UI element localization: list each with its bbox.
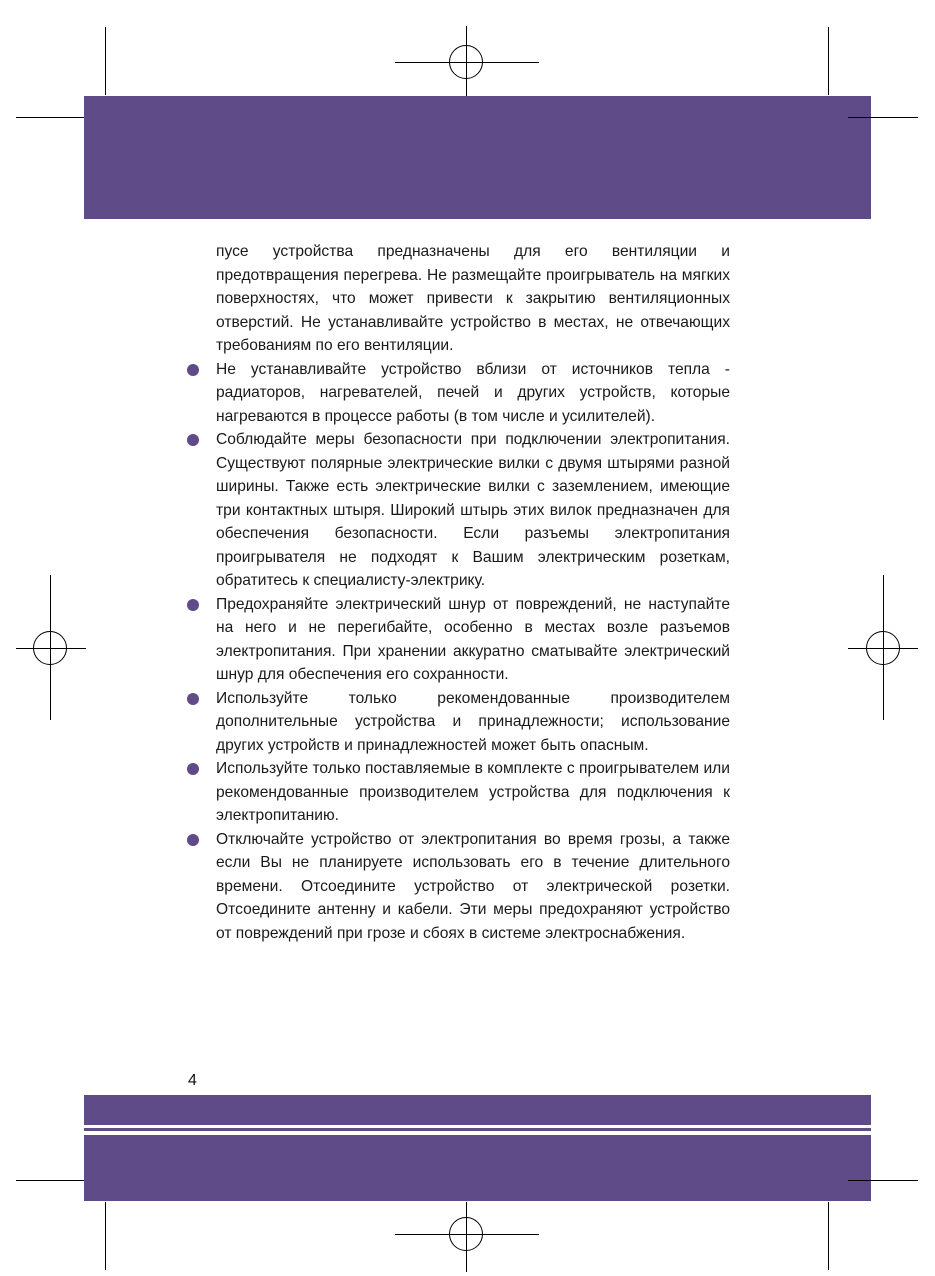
footer-band-line xyxy=(84,1128,871,1131)
bullet-icon xyxy=(187,599,199,611)
list-item-text: Предохраняйте электрический шнур от повреждений, не наступайте на него и не перегибайте, особенно в местах возле разъемов электропитания. При хранении аккуратно сматывайте электрический шнур для обеспечения его сохранности. xyxy=(216,595,730,683)
list-item-text: Отключайте устройство от электропитания во время грозы, а также если Вы не планируете использовать его в течение длительного времени. Отсоедините устройство от электрической розетки. Отсоедините антенну и кабели. Эти меры предохраняют устройство от повреждений при грозе и сбоях в системе электроснабжения. xyxy=(216,830,730,942)
crop-mark-icon xyxy=(848,1180,918,1181)
crop-mark-icon xyxy=(105,27,106,95)
crosshair-circle-icon xyxy=(449,1217,483,1251)
crop-mark-icon xyxy=(16,117,84,118)
crosshair-circle-icon xyxy=(449,45,483,79)
bullet-icon xyxy=(187,763,199,775)
safety-instructions xyxy=(186,240,730,945)
bullet-icon xyxy=(187,364,199,376)
crop-mark-icon xyxy=(16,1180,84,1181)
list-item xyxy=(186,358,730,429)
crop-mark-icon xyxy=(105,1202,106,1270)
crosshair-circle-icon xyxy=(866,631,900,665)
list-item xyxy=(186,828,730,946)
bullet-list xyxy=(186,358,730,946)
page-number: 4 xyxy=(188,1072,197,1089)
list-item-text: Не устанавливайте устройство вблизи от источников тепла - радиаторов, нагревателей, печей и других устройств, которые нагреваются в процессе работы (в том числе и усилителей). xyxy=(216,360,730,425)
list-item xyxy=(186,757,730,828)
list-item-text: Соблюдайте меры безопасности при подключении электропитания. Существуют полярные электрические вилки с двумя штырями разной ширины. Также есть электрические вилки с заземлением, имеющие три контактных штыря. Широкий штырь этих вилок предназначен для обеспечения безопасности. Если разъемы электропитания проигрывателя не подходят к Вашим электрическим розеткам, обратитесь к специалисту-электрику. xyxy=(216,431,730,589)
footer-band-upper xyxy=(84,1095,871,1125)
bullet-icon xyxy=(187,434,199,446)
crop-mark-icon xyxy=(848,117,918,118)
list-item xyxy=(186,593,730,687)
intro-paragraph: пусе устройства предназначены для его вентиляции и предотвращения перегрева. Не размещайте проигрыватель на мягких поверхностях, что может привести к закрытию вентиляционных отверстий. Не устанавливайте устройство в местах, не отвечающих требованиям по его вентиляции. xyxy=(216,243,730,354)
crop-mark-icon xyxy=(828,1202,829,1270)
list-item-text: Используйте только поставляемые в комплекте с проигрывателем или рекомендованные производителем устройства для подключения к электропитанию. xyxy=(216,760,730,824)
bullet-icon xyxy=(187,834,199,846)
footer-band-lower xyxy=(84,1135,871,1201)
list-item xyxy=(186,687,730,758)
list-item xyxy=(186,428,730,593)
crosshair-circle-icon xyxy=(33,631,67,665)
list-item-text: Используйте только рекомендованные производителем дополнительные устройства и принадлежности; использование других устройств и принадлежностей может быть опасным. xyxy=(216,689,730,754)
crop-mark-icon xyxy=(828,27,829,95)
header-band xyxy=(84,96,871,219)
bullet-icon xyxy=(187,693,199,705)
